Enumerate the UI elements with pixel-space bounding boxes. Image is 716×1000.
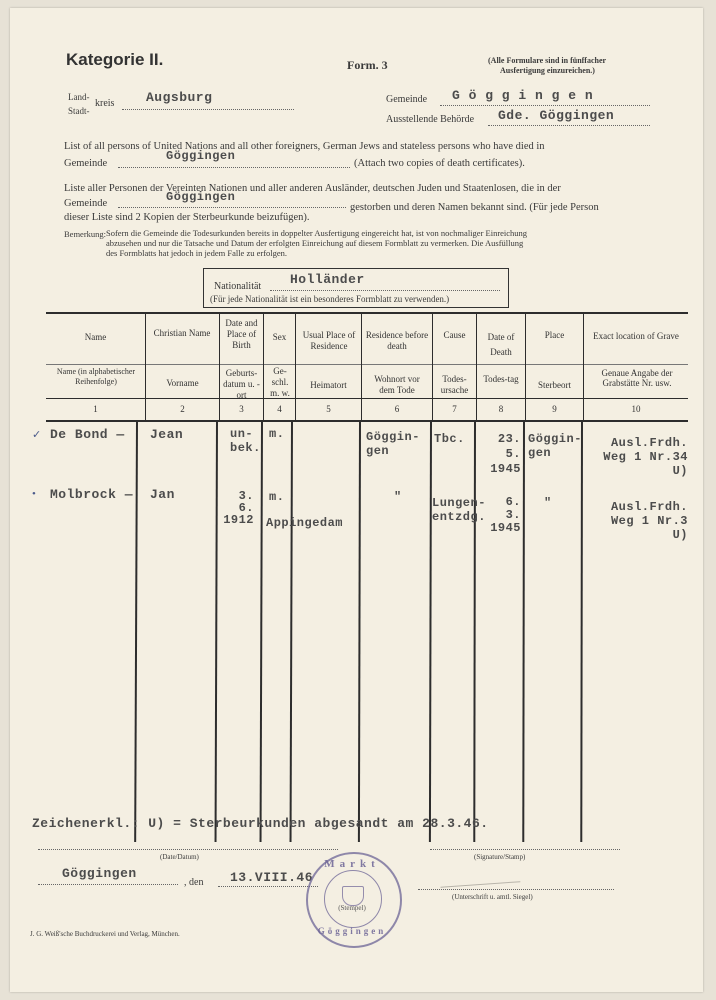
- german-intro-line1: Liste aller Personen der Vereinten Nationen und aller anderen Ausländer, deutschen Juden und Staatenlosen, die in der: [64, 183, 561, 194]
- row-2-birth: 3. 6. 1912: [223, 489, 254, 527]
- table-top-border: [46, 312, 688, 314]
- coat-of-arms-icon: [342, 886, 364, 906]
- legend-note: Zeichenerkl.: U) = Sterbeurkunden abgesandt am 28.3.46.: [32, 816, 489, 831]
- signature-note: (Unterschrift u. amtl. Siegel): [452, 893, 533, 901]
- col-header-7-de: Todes-ursache: [440, 374, 469, 395]
- kreis-value: Augsburg: [146, 90, 213, 105]
- table-number-row-bottom: [46, 420, 688, 422]
- row-1-date: 23. 5. 1945: [490, 432, 521, 476]
- table-header-divider: [46, 364, 688, 365]
- copies-note-2: Ausfertigung einzureichen.): [500, 66, 595, 75]
- table-number-row-top: [46, 398, 688, 399]
- behoerde-value: Gde. Göggingen: [498, 108, 615, 123]
- english-gemeinde-value: Göggingen: [166, 149, 236, 163]
- col-header-1-en: Name: [84, 332, 107, 342]
- col-header-3-num: 3: [239, 404, 244, 414]
- nationality-label: Nationalität: [214, 281, 262, 292]
- gemeinde-label: Gemeinde: [386, 94, 428, 105]
- col-header-7-num: 7: [452, 404, 457, 414]
- row-1-cause: Tbc.: [434, 432, 465, 446]
- col-header-6-en: Residence before death: [365, 330, 429, 351]
- behoerde-label: Ausstellende Behörde: [386, 114, 475, 125]
- row-1-birth: un- bek.: [230, 427, 261, 455]
- bemerkung-label: Bemerkung:: [64, 229, 107, 239]
- col-header-2-num: 2: [180, 404, 185, 414]
- row-2-sex: m.: [269, 490, 285, 504]
- german-gemeinde-value: Göggingen: [166, 190, 236, 204]
- row-1-marker-icon: ✓: [32, 429, 42, 441]
- stamp-bottom-text: Göggingen: [317, 926, 387, 936]
- nationality-note: (Für jede Nationalität ist ein besonderes Formblatt zu verwenden.): [210, 294, 450, 304]
- row-2-wohnort: ": [394, 490, 402, 504]
- row-2-cause: Lungen- entzdg.: [432, 496, 486, 524]
- col-header-1-de: Name (in alphabetischer Reihenfolge): [56, 367, 136, 386]
- row-2-vorname: Jan: [150, 487, 175, 502]
- row-2-name: Molbrock —: [50, 487, 134, 502]
- col-header-6-num: 6: [394, 404, 400, 414]
- gemeinde-value: G ö g g i n g e n: [452, 88, 594, 103]
- nationality-value: Holländer: [290, 272, 365, 287]
- col-header-9-en: Place: [544, 330, 565, 340]
- row-1-wohnort: Göggin- gen: [366, 430, 420, 458]
- german-died-note: gestorben und deren Namen bekannt sind. (Für jede Person: [350, 202, 599, 213]
- signature-label: (Signature/Stamp): [474, 853, 526, 861]
- bemerkung-line2: abzusehen und nur die Tatsache und Datum der erfolgten Einreichung auf diesem Formblatt zu vermerken. Die Ausfüllung: [106, 238, 524, 248]
- col-header-5-de: Heimatort: [310, 380, 347, 390]
- col-header-3-en: Date and Place of Birth: [225, 318, 258, 350]
- signature-line: [430, 849, 620, 850]
- stamp-center-text: (Stempel): [338, 904, 366, 912]
- col-header-4-en: Sex: [272, 332, 287, 342]
- bemerkung-line3: des Formblatts hat jedoch in jedem Falle zu erfolgen.: [106, 248, 288, 258]
- kategorie-title: Kategorie II.: [66, 50, 164, 69]
- col-header-10-en: Exact location of Grave: [593, 331, 679, 341]
- col-header-3-de: Geburts-datum u. -ort: [223, 368, 260, 400]
- english-intro-line1: List of all persons of United Nations and all other foreigners, German Jews and stateless persons who have died in: [64, 141, 545, 152]
- row-1-sex: m.: [269, 427, 285, 441]
- german-gemeinde-label: Gemeinde: [64, 198, 108, 209]
- stadt-label: Stadt-: [68, 106, 90, 116]
- english-attach-note: (Attach two copies of death certificates).: [354, 158, 525, 169]
- date-line: [38, 849, 338, 850]
- copies-note-1: (Alle Formulare sind in fünffacher: [488, 56, 607, 65]
- date-label: (Date/Datum): [160, 853, 199, 861]
- row-2-heimatort: Appingedam: [266, 516, 344, 530]
- col-header-9-num: 9: [552, 404, 557, 414]
- col-header-8-de: Todes-tag: [483, 374, 519, 384]
- col-header-5-en: Usual Place of Residence: [302, 330, 356, 351]
- kreis-label: kreis: [95, 98, 115, 109]
- col-header-4-num: 4: [277, 404, 282, 414]
- col-header-8-en: Date of Death: [487, 332, 515, 357]
- german-intro-line3: dieser Liste sind 2 Kopien der Sterbeurkunde beizufügen).: [64, 212, 310, 223]
- printer-imprint: J. G. Weiß'sche Buchdruckerei und Verlag, München.: [30, 930, 180, 938]
- col-line-9: [583, 313, 584, 420]
- col-header-2-de: Vorname: [166, 378, 199, 388]
- col-header-2-en: Christian Name: [153, 328, 211, 338]
- col-header-10-de: Genaue Angabe der Grabstätte Nr. usw.: [601, 368, 673, 388]
- row-1-place: Göggin- gen: [528, 432, 582, 460]
- row-2-grave: Ausl.Frdh. Weg 1 Nr.3 U): [610, 500, 688, 542]
- col-header-6-de: Wohnort vor dem Tode: [374, 374, 420, 395]
- row-2-date: 6. 3. 1945: [490, 495, 521, 535]
- row-2-marker-icon: •: [32, 488, 36, 500]
- bemerkung-line1: Sofern die Gemeinde die Todesurkunden bereits in doppelter Ausfertigung eingereicht hat, ist von nochmaliger Einreichung: [106, 228, 528, 238]
- row-1-grave: Ausl.Frdh. Weg 1 Nr.34 U): [603, 436, 688, 478]
- row-1-vorname: Jean: [150, 427, 184, 442]
- row-1-name: De Bond —: [50, 427, 125, 442]
- form-number: Form. 3: [347, 58, 388, 72]
- den-label: , den: [184, 877, 204, 888]
- date-value: 13.VIII.46: [230, 870, 314, 885]
- land-label: Land-: [68, 92, 90, 102]
- col-header-7-en: Cause: [443, 330, 466, 340]
- place-value: Göggingen: [62, 866, 137, 881]
- col-header-1-num: 1: [93, 404, 98, 414]
- official-signature-line: [418, 889, 614, 890]
- stamp-top-text: Markt: [324, 858, 380, 870]
- col-header-5-num: 5: [326, 404, 331, 414]
- col-header-8-num: 8: [498, 404, 504, 414]
- row-2-place: ": [544, 496, 552, 510]
- english-gemeinde-label: Gemeinde: [64, 158, 108, 169]
- col-header-9-de: Sterbeort: [538, 380, 571, 390]
- col-header-4-de: Ge-schl. m. w.: [270, 366, 290, 398]
- col-header-10-num: 10: [631, 404, 641, 414]
